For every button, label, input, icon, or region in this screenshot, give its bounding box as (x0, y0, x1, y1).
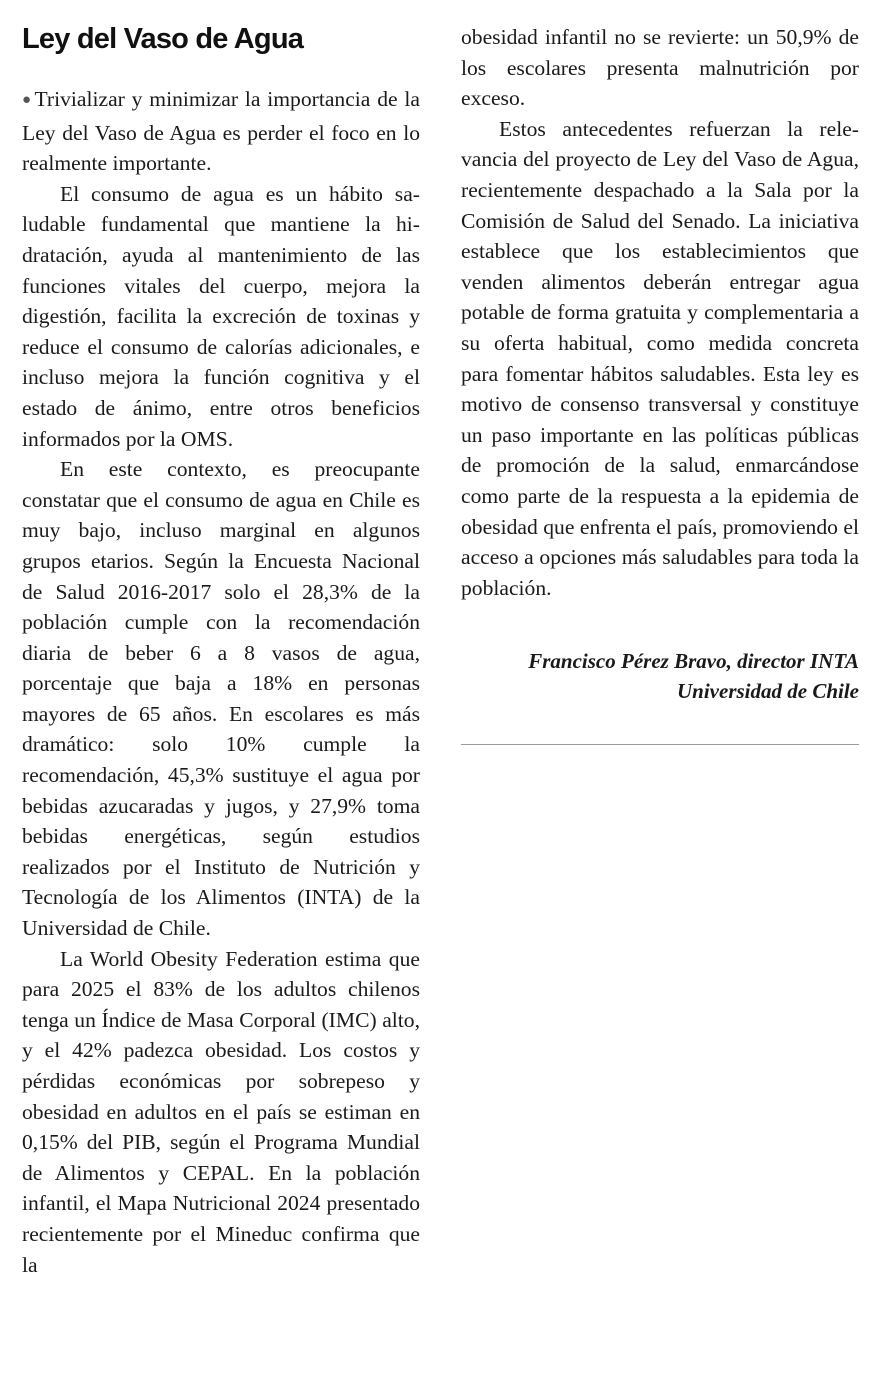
bullet-icon: ● (22, 92, 33, 108)
divider-rule (461, 744, 859, 745)
article-paragraph: En este contexto, es preocupante constatar que el consumo de agua en Chile es muy bajo, incluso marginal en algunos grupos etarios. Según la Encuesta Nacional de Salud 2016-2017 solo el 28,3% de la población cumple con la recomendación diaria de beber 6 a 8 vasos de agua, porcentaje que baja a 18% en personas mayores de 65 años. En escolares es más dramático: solo 10% cumple la recomendación, 45,3% sustituye el agua por bebidas azucaradas y jugos, y 27,9% toma bebidas energéticas, según estudios realizados por el Instituto de Nutrición y Tecnología de los Alimentos (INTA) de la Universidad de Chile. (22, 457, 420, 941)
right-column (461, 0, 859, 745)
article-paragraph-lead (22, 84, 420, 179)
author-signature (461, 646, 859, 706)
left-column (22, 0, 420, 1280)
article-paragraph: El consumo de agua es un hábito saludable fundamental que mantiene la hidratación, ayuda al mantenimiento de las funciones vitales del cuerpo, mejora la digestión, facilita la excreción de toxinas y reduce el consumo de calorías adicionales, e incluso mejora la función cognitiva y el estado de ánimo, entre otros beneficios informados por la OMS. (22, 181, 420, 451)
article-paragraph: Estos antecedentes refuerzan la relevancia del proyecto de Ley del Vaso de Agua, recientemente despachado a la Sala por la Comisión de Salud del Senado. La iniciativa establece que los establecimientos que venden alimentos deberán entregar agua potable de forma gratuita y complementaria a su oferta habitual, como medida concreta para fomentar hábitos saludables. Esta ley es motivo de consenso transversal y constituye un paso importante en las políticas públicas de promoción de la salud, enmarcándose como parte de la respuesta a la epidemia de obesidad que enfrenta el país, promoviendo el acceso a opciones más saludables para toda la población. (461, 116, 859, 600)
article-paragraph-continued: obesidad infantil no se revierte: un 50,9% de los escolares presenta malnutrición por exceso. (461, 25, 859, 111)
article-title: Ley del Vaso de Agua (22, 23, 304, 55)
article-paragraph: La World Obesity Federation estima que para 2025 el 83% de los adultos chilenos tenga un Índice de Masa Corporal (IMC) alto, y el 42% padezca obesidad. Los costos y pérdidas económicas por sobrepeso y obesidad en adultos en el país se estiman en 0,15% del PIB, según el Programa Mundial de Alimentos y CEPAL. En la población infantil, el Mapa Nutricional 2024 presentado recientemente por el Mineduc confirma que la (22, 946, 420, 1277)
lead-text: Trivializar y minimizar la importancia de la Ley del Vaso de Agua es perder el foco en lo realmente importante. (22, 87, 420, 176)
author-affiliation: Universidad de Chile (677, 679, 859, 704)
author-name: Francisco Pérez Bravo, director INTA (528, 649, 859, 674)
